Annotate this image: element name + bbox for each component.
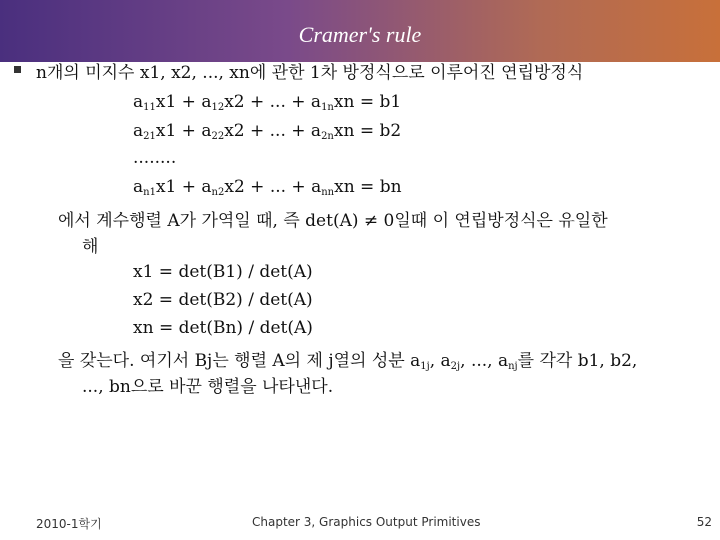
eq1-sub3: 1n — [321, 102, 334, 113]
paragraph-1-line-2: 해 — [82, 237, 99, 257]
footer-page-number: 52 — [696, 515, 712, 529]
p2-text3: , ..., a — [460, 351, 509, 371]
intro-text: n개의 미지수 x1, x2, ..., xn에 관한 1차 방정식으로 이루어진 연립방정식 — [36, 63, 584, 83]
eq2-part2: x2 + ... + a — [224, 121, 322, 141]
eqn-part3: xn = bn — [334, 177, 402, 197]
p2-text2: , a — [429, 351, 451, 371]
equation-2 — [133, 121, 401, 142]
eqn-part1: x1 + a — [155, 177, 212, 197]
p2-sub3: nj — [508, 361, 518, 372]
solution-x1: x1 = det(B1) / det(A) — [133, 262, 313, 282]
eq2-a: a — [133, 121, 144, 141]
slide-title: Cramer's rule — [298, 22, 422, 47]
eqn-sub1: n1 — [143, 187, 156, 198]
eq1-sub1: 11 — [143, 102, 156, 113]
eq2-sub3: 2n — [321, 131, 334, 142]
eq2-sub2: 22 — [211, 131, 225, 142]
p2-text4: 를 각각 b1, b2, — [517, 351, 638, 371]
eq1-a: a — [133, 92, 144, 112]
eq1-part3: xn = b1 — [333, 92, 402, 112]
eqn-a: a — [133, 177, 144, 197]
paragraph-2-line-1 — [58, 346, 637, 372]
eqn-sub3: nn — [321, 187, 335, 198]
eq1-part2: x2 + ... + a — [224, 92, 322, 112]
eq1-part1: x1 + a — [155, 92, 212, 112]
footer-chapter: Chapter 3, Graphics Output Primitives — [252, 515, 481, 529]
p2-text: 을 갖는다. 여기서 Bj는 행렬 A의 제 j열의 성분 a — [58, 351, 421, 371]
solution-xn: xn = det(Bn) / det(A) — [133, 318, 313, 338]
p2-sub2: 2j — [450, 361, 461, 372]
eq2-sub1: 21 — [143, 131, 156, 142]
footer-semester: 2010-1학기 — [36, 517, 102, 531]
eq2-part3: xn = b2 — [333, 121, 402, 141]
paragraph-1-line-1: 에서 계수행렬 A가 가역일 때, 즉 det(A) ≠ 0일때 이 연립방정식은 유일한 — [58, 211, 608, 231]
equation-ellipsis: ........ — [133, 148, 177, 168]
paragraph-2-line-2: ..., bn으로 바꾼 행렬을 나타낸다. — [82, 377, 334, 397]
bullet-marker — [14, 66, 21, 73]
eqn-sub2: n2 — [211, 187, 225, 198]
solution-x2: x2 = det(B2) / det(A) — [133, 290, 313, 310]
equation-n — [133, 177, 402, 198]
p2-sub1: 1j — [420, 361, 430, 372]
eq1-sub2: 12 — [211, 102, 225, 113]
equation-1 — [133, 92, 401, 113]
eq2-part1: x1 + a — [155, 121, 212, 141]
eqn-part2: x2 + ... + a — [224, 177, 322, 197]
